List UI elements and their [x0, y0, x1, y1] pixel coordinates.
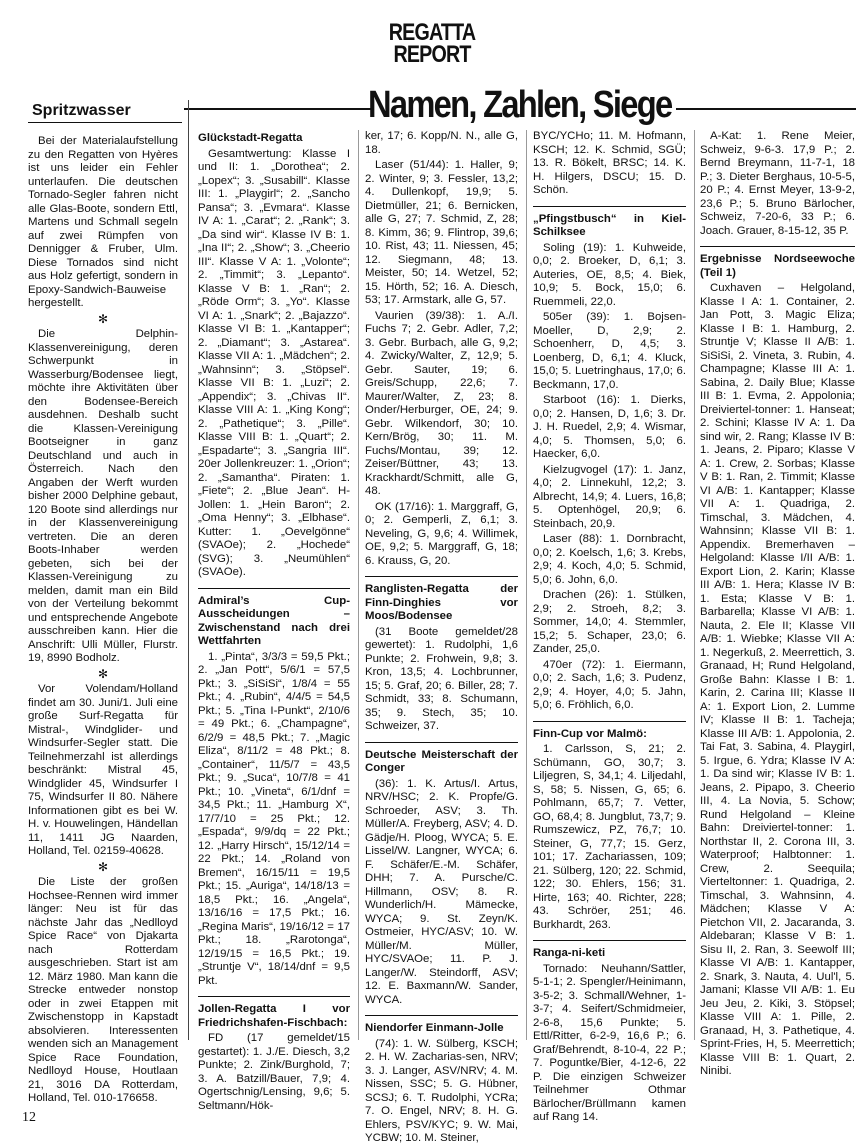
- section-title-nordseewoche: Ergebnisse Nordseewoche (Teil 1): [700, 253, 855, 279]
- section-body-ok: OK (17/16): 1. Marggraff, G, 0; 2. Gemperli, Z, 6,1; 3. Neveling, G, 9,6; 4. Willimek, OE, 9,2; 5. Marggraff, G, 18; 6. Krauss, G, 20.: [365, 500, 518, 567]
- section-body-niendorfer: (74): 1. W. Sülberg, KSCH; 2. H. W. Zacharias-sen, NRV; 3. J. Langer, ASV/NRV; 4. M. Nissen, SSC; 5. G. Hübner, SCSJ; 6. T. Rudolphi, YCRa; 7. O. Engel, NRV; 8. H. G. Ehlers, PSV/KYC; 9. W. Mai, YCBW; 10. M. Steiner,: [365, 1037, 518, 1144]
- section-body-505er: 505er (39): 1. Bojsen-Moeller, D, 2,9; 2. Schoenherr, D, 4,5; 3. Loenberg, D, 6,1; 4. Kluck, 15,0; 5. Luetringhaus, 17,0; 6. Beckmann, 17,0.: [533, 311, 686, 391]
- section-divider: [365, 576, 518, 577]
- section-body-continued: ker, 17; 6. Kopp/N. N., alle G, 18.: [365, 130, 518, 156]
- section-body-laser: Laser (51/44): 1. Haller, 9; 2. Winter, 9; 3. Fessler, 13,2; 4. Dullenkopf, 19,9; 5. Dietmüller, 21; 6. Bernicken, alle G, 27; 7. Schmid, Z, 28; 8. Kimm, 36; 9. Flintrop, 39,6; 10. Rist, 43; 11. Niessen, 45; 12. Siegmann, 48; 13. Meister, 50; 14. Wetzel, 52; 15. Hörth, 52; 16. A. Diesch, 53; 17. Armstark, alle G, 57.: [365, 159, 518, 306]
- star-divider: ✻: [97, 666, 109, 681]
- results-column-4: [700, 130, 855, 1090]
- column-rule: [694, 130, 695, 1040]
- results-column-2: [365, 130, 518, 1144]
- section-body-jollen-regatta: FD (17 gemeldet/15 gestartet): 1. J./E. Diesch, 3,2 Punkte; 2. Zink/Burghold, 7; 3. A. Batzill/Bauer, 7,9; 4. Ogertschnig/Lensing, 9,6; 5. Seltmann/Hök-: [198, 1032, 350, 1112]
- star-divider: ✻: [97, 311, 109, 326]
- sidebar-body: [28, 135, 178, 1106]
- sidebar-paragraph-4: Die Liste der großen Hochsee-Rennen wird immer länger: Neu ist für das nächste Jahr das „Nedlloyd Spice Race“ von Djakarta nach Rotterdam ausgeschrieben. Start ist am 12. März 1980. Man kann die Strecke entweder nonstop oder in zwei Etappen mit Zwischenstopp in Kapstadt absolvieren. Interessenten wenden sich an Management Spice Race Foundation, Nedlloyd House, Houtlaan 21, 3016 DA Rotterdam, Holland, Tel. 010-176658.: [28, 876, 178, 1104]
- section-body-ranga-ni-keti: Tornado: Neuhann/Sattler, 5-1-1; 2. Spengler/Heinimann, 3-5-2; 3. Schmall/Wehner, 1-3-7; 4. Seifert/Schmidmeier, 2-6-8, 15,6 Punkte; 5. Ettl/Ritter, 6-2-9, 16,6 P.; 6. Graf/Behrendt, 8-10-4, 22 P.; 7. Poguntke/Bier, 4-12-6, 22 P. Die einzigen Schweizer Teilnehmer Othmar Bärlocher/Brüllmann kamen auf Rang 14.: [533, 962, 686, 1123]
- section-body-470er: 470er (72): 1. Eiermann, 0,0; 2. Sach, 1,6; 3. Pudenz, 2,9; 4. Hoyer, 4,0; 5. Jahn, 5,0; 6. Fröhlich, 6,0.: [533, 658, 686, 711]
- results-column-3: [533, 130, 686, 1123]
- section-body-a-kat: A-Kat: 1. Rene Meier, Schweiz, 9-6-3. 17,9 P.; 2. Bernd Breymann, 11-7-1, 18 P.; 3. Dieter Berghaus, 10-5-5, 20 P.; 4. Ernst Meyer, 13-9-2, 23,6 P.; 5. Bruno Bärlocher, Schweiz, 7-20-6, 33 P.; 6. Joach. Grauer, 8-15-12, 35 P.: [700, 130, 855, 237]
- sidebar-paragraph-3: Vor Volendam/Holland findet am 30. Juni/1. Juli eine große Surf-Regatta für Mistral-, Windglider- und Windsurfer-Segler statt. Die Teilnehmerzahl ist allerdings beschränkt: Mistral 45, Windglider 45, Windsurfer I 75, Windsurfer II 80. Nähere Informationen gibt es bei W. H. v. Houwelingen, Händellan 11, 1411 JG Naarden, Holland, Tel. 02159-40628.: [28, 683, 178, 857]
- section-body-vaurien: Vaurien (39/38): 1. A./I. Fuchs 7; 2. Gebr. Adler, 7,2; 3. Gebr. Burbach, alle G, 9,2; 4. Zwicky/Walter, Z, 12,9; 5. Gebr. Sauter, 19; 6. Greis/Schupp, 22,6; 7. Maurer/Walter, Z, 23; 8. Onder/Herburger, OE, 24; 9. Gebr. Wilkendorf, 30; 10. Kern/Brög, 30; 11. M. Fuchs/Montau, 39; 12. Zeiser/Büttner, 43; 13. Krackhardt/Schmitt, alle G, 48.: [365, 309, 518, 497]
- page-headline: Namen, Zahlen, Siege: [368, 84, 672, 126]
- section-body-nordseewoche: Cuxhaven – Helgoland, Klasse I A: 1. Container, 2. Jan Pott, 3. Magic Eliza; Klasse I B: 1. Hamburg, 2. Struntje V; Klasse II A/B: 1. SiSiSi, 2. Vineta, 3. Rubin, 4. Champagne; Klasse III A: 1. Sabina, 2. Daily Blue; Klasse III B: 1. Evma, 2. Appolonia; Dreiviertel-tonner: 1. Hanseat; 2. Schini; Klasse IV A: 1. Da sind wir, 2. Rang; Klasse IV B: 1. Jeans, 2. Piparo; Klasse V A: 1. Crew, 2. Sorbas; Klasse V B: 1. Ran, 2. Timmit; Klasse VI A/B: 1. Kantapper; Klasse VII A: 1. Quadriga, 2. Timschal, 3. Mädchen, 4. Wahnsinn; Klasse VII B: 1. Appendix. Bremerhaven – Helgoland: Klasse I/II A/B: 1. Export Lion, 2. Karin; Klasse III A/B: 1. Hera; Klasse IV B: 1. Esta; Klasse V B: 1. Barbarella; Klasse VI A/B: 1. Nauta, 2. Ele II; Klasse VII A/B: 1. Wiebke; Klasse VII A: 1. Negerkuß, 2. Meerrettich, 3. Granaad, H; Rund Helgoland, Große Bahn: Klasse I B: 1. Karin, 2. Carina III; Klasse II A: 1. Export Lion, 2. Lumme IV; Klasse II B: 1. Tacheja; Klasse III A/B: 1. Appolonia, 2. Tai Fat, 3. Sabina, 4. Playgirl, 5. Irgue, 6. Ydra; Klasse IV A: 1. Da sind wir; Klasse IV B: 1. Jeans, 2. Pipapo, 3. Cheerio III, 4. La Novia, 5. Schow; Rund Helgoland – Kleine Bahn: Dreiviertel-tonner: 1. Northstar II, 2. Corona III, 3. Waterproof; Halbtonner: 1. Crew, 2. Seequila; Vierteltonner: 1. Quadriga, 2. Timschal, 3. Wahnsinn, 4. Mädchen; Klasse V A: Pietchon VII, 2. Jacaranda, 3. Aldebaran; Klasse V B: 1. Sisu II, 2. Ran, 3. Seewolf III; Klasse VI A/B: 1. Kantapper, 2. Snark, 3. Nauta, 4. Uul'l, 5. Jamani; Klasse VII A/B: 1. Eu Jeu Jeu, 2. Kiki, 3. Stöpsel; Klasse VIII A: 1. Pille, 2. Granaad, H, 3. Pathetique, 4. Sprint-Fries, H, 5. Meerrettich; Klasse VIII B: 1. Quart, 2. Ninibi.: [700, 282, 855, 1077]
- section-body-glueckstadt: Gesamtwertung: Klasse I und II: 1. „Dorothea“; 2. „Lopex“; 3. „Susabill“. Klasse III: 1. „Playgirl“; 2. „Sancho Pansa“; 3. „Evmara“. Klasse IV A: 1. „Carat“; 2. „Rank“; 3. „Da sind wir“. Klasse IV B: 1. „Ina II“; 2. „Show“; 3. „Cheerio III“. Klasse V A: 1. „Volonte“; 2. „Timmit“; 3. „Lepanto“. Klasse V B: 1. „Ran“; 2. „Röde Orm“; 3. „Yo“. Klasse VI A: 1. „Snark“; 2. „Bajazzo“. Klasse VI B: 1. „Kantapper“; 2. „Diamant“; 3. „Astarea“. Klasse VII A: 1. „Mädchen“; 2. „Wahnsinn“; 3. „Stöpsel“. Klasse VII B: 1. „Luzi“; 2. „Appendix“; 3. „Chivas II“. Klasse VIII A: 1. „King Kong“; 2. „Pathetique“; 3. „Pille“. Klasse VIII B: 1. „Quart“; 2. „Espadarte“; 3. „Sangria III“. 20er Jollenkreuzer: 1. „Orion“; 2. „Samantha“. Piraten: 1. „Fiete“; 2. „Blue Jean“. H-Jollen: 1. „Hein Baron“; 2. „Oma Henny“; 3. „Elbhase“. Kutter: 1. „Oevelgönne“ (SVAOe); 2. „Hochede“ (SVG); 3. „Neumühlen“ (SVAOe).: [198, 147, 350, 578]
- section-divider: [533, 721, 686, 722]
- sidebar-title: Spritzwasser: [28, 100, 182, 123]
- section-body-admirals-cup: 1. „Pinta“, 3/3/3 = 59,5 Pkt.; 2. „Jan Pott“, 5/6/1 = 57,5 Pkt.; 3. „SiSiSi“, 1/8/4 = 55 Pkt.; 4. „Rubin“, 4/4/5 = 54,5 Pkt.; 5. „Tina I-Punkt“, 2/10/6 = 49 Pkt.; 6. „Champagne“, 6/2/9 = 48,5 Pkt.; 7. „Magic Eliza“, 8/11/2 = 48 Pkt.; 8. „Container“, 11/5/7 = 43,5 Pkt.; 9. „Suca“, 10/7/8 = 41 Pkt.; 10. „Vineta“, 6/1/dnf = 34,5 Pkt.; 11. „Hamburg X“, 17/7/10 = 25 Pkt.; 12. „Espada“, 9/9/dq = 22 Pkt.; 12. „Harry Hirsch“, 15/12/14 = 22 Pkt.; 14. „Roland von Bremen“, 16/15/11 = 19,5 Pkt.; 15. „Auriga“, 14/18/13 = 18,5 Pkt.; 16. „Angela“, 13/16/16 = 17,5 Pkt.; 16. „Regina Maris“, 19/16/12 = 17 Pkt.; 18. „Rarotonga“, 12/19/15 = 16,5 Pkt.; 19. „Struntje V“, 18/14/dnf = 9,5 Pkt.: [198, 650, 350, 987]
- section-body-drachen: Drachen (26): 1. Stülken, 2,9; 2. Stroeh, 8,2; 3. Sommer, 14,0; 4. Stemmler, 15,2; 5. Schaper, 23,0; 6. Zander, 25,0.: [533, 589, 686, 655]
- section-title-finn-ranglisten: Ranglisten-Regatta der Finn-Dinghies vor Moos/Bodensee: [365, 583, 518, 622]
- section-body-soling: Soling (19): 1. Kuhweide, 0,0; 2. Broeker, D, 6,1; 3. Auteries, OE, 8,5; 4. Biek, 10,9; 5. Bock, 15,0; 6. Ruemmeli, 22,0.: [533, 241, 686, 308]
- section-divider: [700, 246, 855, 247]
- star-divider: ✻: [97, 859, 109, 874]
- section-title-jollen-regatta: Jollen-Regatta I vor Friedrichshafen-Fischbach:: [198, 1003, 350, 1029]
- page-number: 12: [22, 1110, 36, 1125]
- sidebar-spritzwasser: [28, 100, 189, 1104]
- headline-rule-right: [676, 108, 856, 110]
- section-body-kielzugvogel: Kielzugvogel (17): 1. Janz, 4,0; 2. Linnekuhl, 12,2; 3. Albrecht, 14,9; 4. Luers, 16,8; 5. Optenhögel, 20,9; 6. Steinbach, 20,9.: [533, 463, 686, 530]
- results-column-1: [198, 130, 350, 1112]
- headline-rule-left: [184, 108, 372, 110]
- section-title-ranga-ni-keti: Ranga-ni-keti: [533, 947, 606, 959]
- section-divider: [533, 206, 686, 207]
- section-title-admirals-cup: Admiral’s Cup-Ausscheidungen – Zwischenstand nach drei Wettfahrten: [198, 594, 350, 647]
- column-rule: [526, 130, 527, 1040]
- headline-row: [184, 84, 856, 128]
- section-divider: [365, 742, 518, 743]
- masthead-line-1: REGATTA: [388, 19, 476, 46]
- section-body-continued: BYC/YCHo; 11. M. Hofmann, KSCH; 12. K. Schmid, SGÜ; 13. R. Bökelt, BRSC; 14. K. H. Hilgers, DSCU; 15. D. Schön.: [533, 130, 686, 196]
- section-body-starboot: Starboot (16): 1. Dierks, 0,0; 2. Hansen, D, 1,6; 3. Dr. J. H. Ruedel, 2,9; 4. Wismar, 4,0; 5. Thomsen, 5,0; 6. Haecker, 6,0.: [533, 394, 686, 460]
- section-title-glueckstadt: Glückstadt-Regatta: [198, 132, 303, 144]
- section-title-finn-cup: Finn-Cup vor Malmö:: [533, 727, 647, 740]
- section-divider: [198, 996, 350, 997]
- section-body-finn-cup: 1. Carlsson, S, 21; 2. Schümann, GO, 30,7; 3. Liljegren, S, 34,1; 4. Liljedahl, S, 58; 5. Nissen, G, 65; 6. Pohlmann, 65,7; 7. Vetter, GO, 68,4; 8. Jungblut, 73,7; 9. Rumszewicz, PZ, 76,7; 10. Steiner, G, 77,7; 15. Gerz, 101; 17. Zachariassen, 109; 21. Sülberg, 120; 22. Schmid, 122; 30. Ehlers, 156; 31. Hirte, 163; 40. Richter, 228; 43. Schröer, 251; 46. Burkhardt, 263.: [533, 743, 686, 931]
- section-body-conger: (36): 1. K. Artus/I. Artus, NRV/HSC; 2. K. Propfe/G. Schroeder, ASV; 3. Th. Müller/A. Freyberg, ASV; 4. D. Gädje/H. Ploog, WYCA; 5. E. Lissel/W. Langner, WYCA; 6. F. Schäfer/E.-M. Schäfer, DHH; 7. A. Pursche/C. Hillmann, OSV; 8. R. Wunderlich/H. Mämecke, WYCA; 9. St. Zeyn/K. Ostmeier, HYC/ASV; 10. W. Müller/M. Müller, HYC/SVAOe; 11. P. J. Langer/W. Steindorff, ASV; 12. E. Baxmann/W. Sander, WYCA.: [365, 777, 518, 1006]
- section-title-pfingstbusch: „Pfingstbusch“ in Kiel-Schilksee: [533, 212, 686, 238]
- sidebar-paragraph-2: Die Delphin-Klassenvereinigung, deren Schwerpunkt in Wasserburg/Bodensee liegt, möchte ihre Aktivitäten über den Bodensee-Bereich ausdehnen. Deshalb sucht die Klassen-Vereinigung Bootseigner in ganz Deutschland und auch in Österreich. Nach den Angaben der Werft wurden bisher 2000 Delphine gebaut, 120 Boote sind allerdings nur in der Klassenvereinigung vertreten. Die an deren Boots-Inhaber werden gebeten, sich bei der Klassen-Vereinigung zu melden, damit man ein Bild von der Verteilung bekommt und entsprechende Angebote ausschreiben kann. Hier die Anschrift: Ulli Müller, Flurstr. 19, 8990 Bodholz.: [28, 328, 178, 664]
- section-divider: [198, 588, 350, 589]
- column-rule: [358, 130, 359, 1040]
- sidebar-paragraph-1: Bei der Materialaufstellung zu den Regatten von Hyères ist uns leider ein Fehler unterlaufen. Die deutschen Tornado-Segler fahren nicht alle Glas-Boote, sondern Ettl, Martens und Schmall segeln auf zwei Rümpfen von Dennigger & Fruber, Ulm. Diese Tornados sind nicht aus Holz gefertigt, sondern in Epoxy-Sandwich-Bauweise hergestellt.: [28, 135, 178, 309]
- section-body-finn-ranglisten: (31 Boote gemeldet/28 gewertet): 1. Rudolphi, 1,6 Punkte; 2. Frohwein, 9,8; 3. Kron, 13,5; 4. Lochbrunner, 15; 5. Graf, 20; 6. Biller, 28; 7. Schmidt, 33; 8. Schumann, 35; 9. Stech, 35; 10. Schweizer, 37.: [365, 625, 518, 732]
- section-title-conger: Deutsche Meisterschaft der Conger: [365, 748, 518, 774]
- section-divider: [533, 940, 686, 941]
- masthead: [0, 0, 864, 68]
- section-body-laser-kiel: Laser (88): 1. Dornbracht, 0,0; 2. Koelsch, 1,6; 3. Krebs, 2,9; 4. Koch, 4,0; 5. Schmid, 5,0; 6. John, 6,0.: [533, 533, 686, 586]
- masthead-line-2: REPORT: [393, 41, 471, 68]
- section-title-niendorfer: Niendorfer Einmann-Jolle: [365, 1022, 504, 1034]
- section-divider: [365, 1015, 518, 1016]
